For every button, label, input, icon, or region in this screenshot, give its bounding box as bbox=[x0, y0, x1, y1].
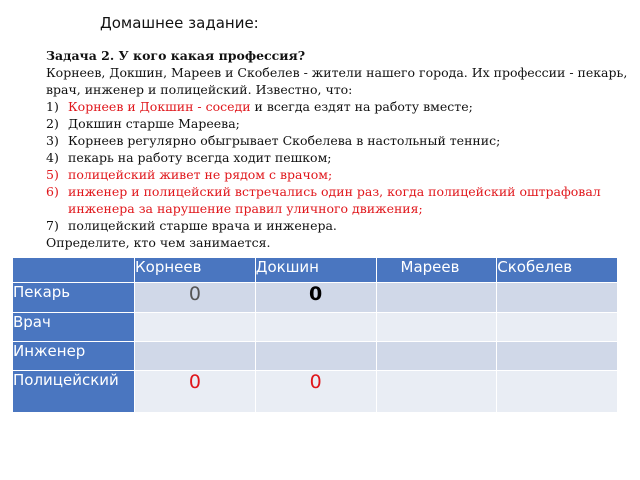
row-header-engineer: Инженер bbox=[13, 342, 135, 371]
condition-number: 7) bbox=[46, 218, 59, 233]
condition-number: 1) bbox=[46, 99, 59, 114]
condition-text: Докшин старше Мареева; bbox=[68, 116, 240, 131]
condition-text: Корнеев регулярно обыгрывает Скобелева в настольный теннис; bbox=[68, 133, 501, 148]
logic-grid-table bbox=[12, 257, 618, 413]
condition-number: 2) bbox=[46, 116, 59, 131]
row-header-doctor: Врач bbox=[13, 313, 135, 342]
task-conclusion: Определите, кто чем занимается. bbox=[46, 235, 271, 250]
grid-cell[interactable]: 0 bbox=[255, 283, 376, 313]
condition-6 bbox=[46, 183, 631, 217]
grid-cell[interactable] bbox=[255, 342, 376, 371]
condition-number: 5) bbox=[46, 167, 59, 182]
row-header-baker: Пекарь bbox=[13, 283, 135, 313]
condition-3 bbox=[46, 132, 631, 149]
condition-highlight: Корнеев и Докшин - соседи bbox=[68, 99, 251, 114]
grid-cell[interactable] bbox=[497, 371, 618, 413]
column-header-skobelev: Скобелев bbox=[497, 258, 618, 283]
page-heading: Домашнее задание: bbox=[100, 14, 259, 32]
column-header-mareev: Мареев bbox=[376, 258, 497, 283]
grid-cell[interactable] bbox=[135, 313, 256, 342]
condition-text: инженер и полицейский встречались один раз, когда полицейский оштрафовал инженера за нарушение правил уличного движения; bbox=[68, 184, 601, 216]
condition-number: 3) bbox=[46, 133, 59, 148]
grid-cell[interactable] bbox=[376, 283, 497, 313]
table-corner bbox=[13, 258, 135, 283]
grid-cell[interactable] bbox=[255, 313, 376, 342]
grid-cell[interactable] bbox=[497, 313, 618, 342]
grid-cell[interactable] bbox=[376, 342, 497, 371]
column-header-dokshin: Докшин bbox=[255, 258, 376, 283]
condition-5 bbox=[46, 166, 631, 183]
condition-text: полицейский живет не рядом с врачом; bbox=[68, 167, 333, 182]
condition-2 bbox=[46, 115, 631, 132]
grid-cell[interactable] bbox=[376, 371, 497, 413]
grid-cell[interactable]: 0 bbox=[255, 371, 376, 413]
grid-cell[interactable]: 0 bbox=[135, 283, 256, 313]
condition-4 bbox=[46, 149, 631, 166]
task-text bbox=[46, 47, 631, 251]
row-header-policeman: Полицейский bbox=[13, 371, 135, 413]
condition-number: 6) bbox=[46, 184, 59, 199]
conditions-list bbox=[46, 98, 631, 234]
grid-cell[interactable] bbox=[497, 342, 618, 371]
grid-cell[interactable] bbox=[376, 313, 497, 342]
grid-cell[interactable]: 0 bbox=[135, 371, 256, 413]
column-header-korneev: Корнеев bbox=[135, 258, 256, 283]
condition-text: пекарь на работу всегда ходит пешком; bbox=[68, 150, 332, 165]
condition-number: 4) bbox=[46, 150, 59, 165]
condition-1 bbox=[46, 98, 631, 115]
condition-7 bbox=[46, 217, 631, 234]
grid-cell[interactable] bbox=[497, 283, 618, 313]
task-title: Задача 2. У кого какая профессия? bbox=[46, 48, 306, 63]
grid-cell[interactable] bbox=[135, 342, 256, 371]
condition-text: полицейский старше врача и инженера. bbox=[68, 218, 337, 233]
condition-text: и всегда ездят на работу вместе; bbox=[250, 99, 473, 114]
task-intro: Корнеев, Докшин, Мареев и Скобелев - жители нашего города. Их профессии - пекарь, врач, инженер и полицейский. Известно, что: bbox=[46, 65, 628, 97]
